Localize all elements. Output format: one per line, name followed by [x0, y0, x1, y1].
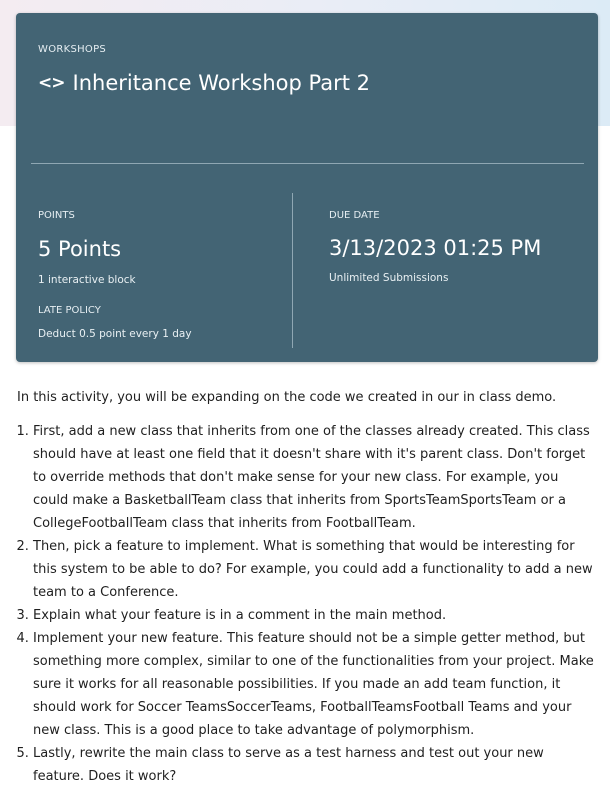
list-item: 1. First, add a new class that inherits from one of the classes already created. This class should have at least one field that it doesn't share with it's parent class. Don't forget to override methods that don't make sense for your new class. For example, you could make a BasketballTeam class that inherits from SportsTeamSportsTeam or a CollegeFootballTeam class that inherits from FootballTeam.: [33, 420, 597, 535]
late-policy-label: LATE POLICY: [38, 305, 101, 316]
instructions: [17, 386, 597, 788]
intro-text: In this activity, you will be expanding on the code we created in our in class demo.: [17, 390, 557, 405]
due-date-value: 3/13/2023 01:25 PM: [329, 236, 542, 260]
points-label: POINTS: [38, 210, 75, 221]
list-item: 2. Then, pick a feature to implement. What is something that would be interesting for this system to be able to do? For example, you could add a functionality to add a new team to a Conference.: [33, 535, 597, 604]
category-label: WORKSHOPS: [38, 44, 107, 55]
points-value: 5 Points: [38, 237, 122, 261]
page-title: Inheritance Workshop Part 2: [72, 71, 371, 95]
title-row: [38, 71, 370, 95]
list-item: 3. Explain what your feature is in a comment in the main method.: [33, 604, 597, 627]
late-policy-value: Deduct 0.5 point every 1 day: [38, 328, 192, 340]
submissions-info: Unlimited Submissions: [329, 272, 449, 284]
due-date-label: DUE DATE: [329, 210, 380, 221]
card-divider: [31, 163, 584, 164]
assignment-card: [16, 13, 598, 362]
steps-list: [17, 420, 597, 788]
points-subtext: 1 interactive block: [38, 274, 136, 286]
list-item: 5. Lastly, rewrite the main class to serve as a test harness and test out your new feature. Does it work?: [33, 742, 597, 788]
code-icon: <>: [38, 73, 65, 93]
list-item: 4. Implement your new feature. This feature should not be a simple getter method, but something more complex, similar to one of the functionalities from your project. Make sure it works for all reasonable possibilities. If you made an add team function, it should work for Soccer TeamsSoccerTeams, FootballTeamsFootball Teams and your new class. This is a good place to take advantage of polymorphism.: [33, 627, 597, 742]
column-divider: [292, 193, 293, 348]
